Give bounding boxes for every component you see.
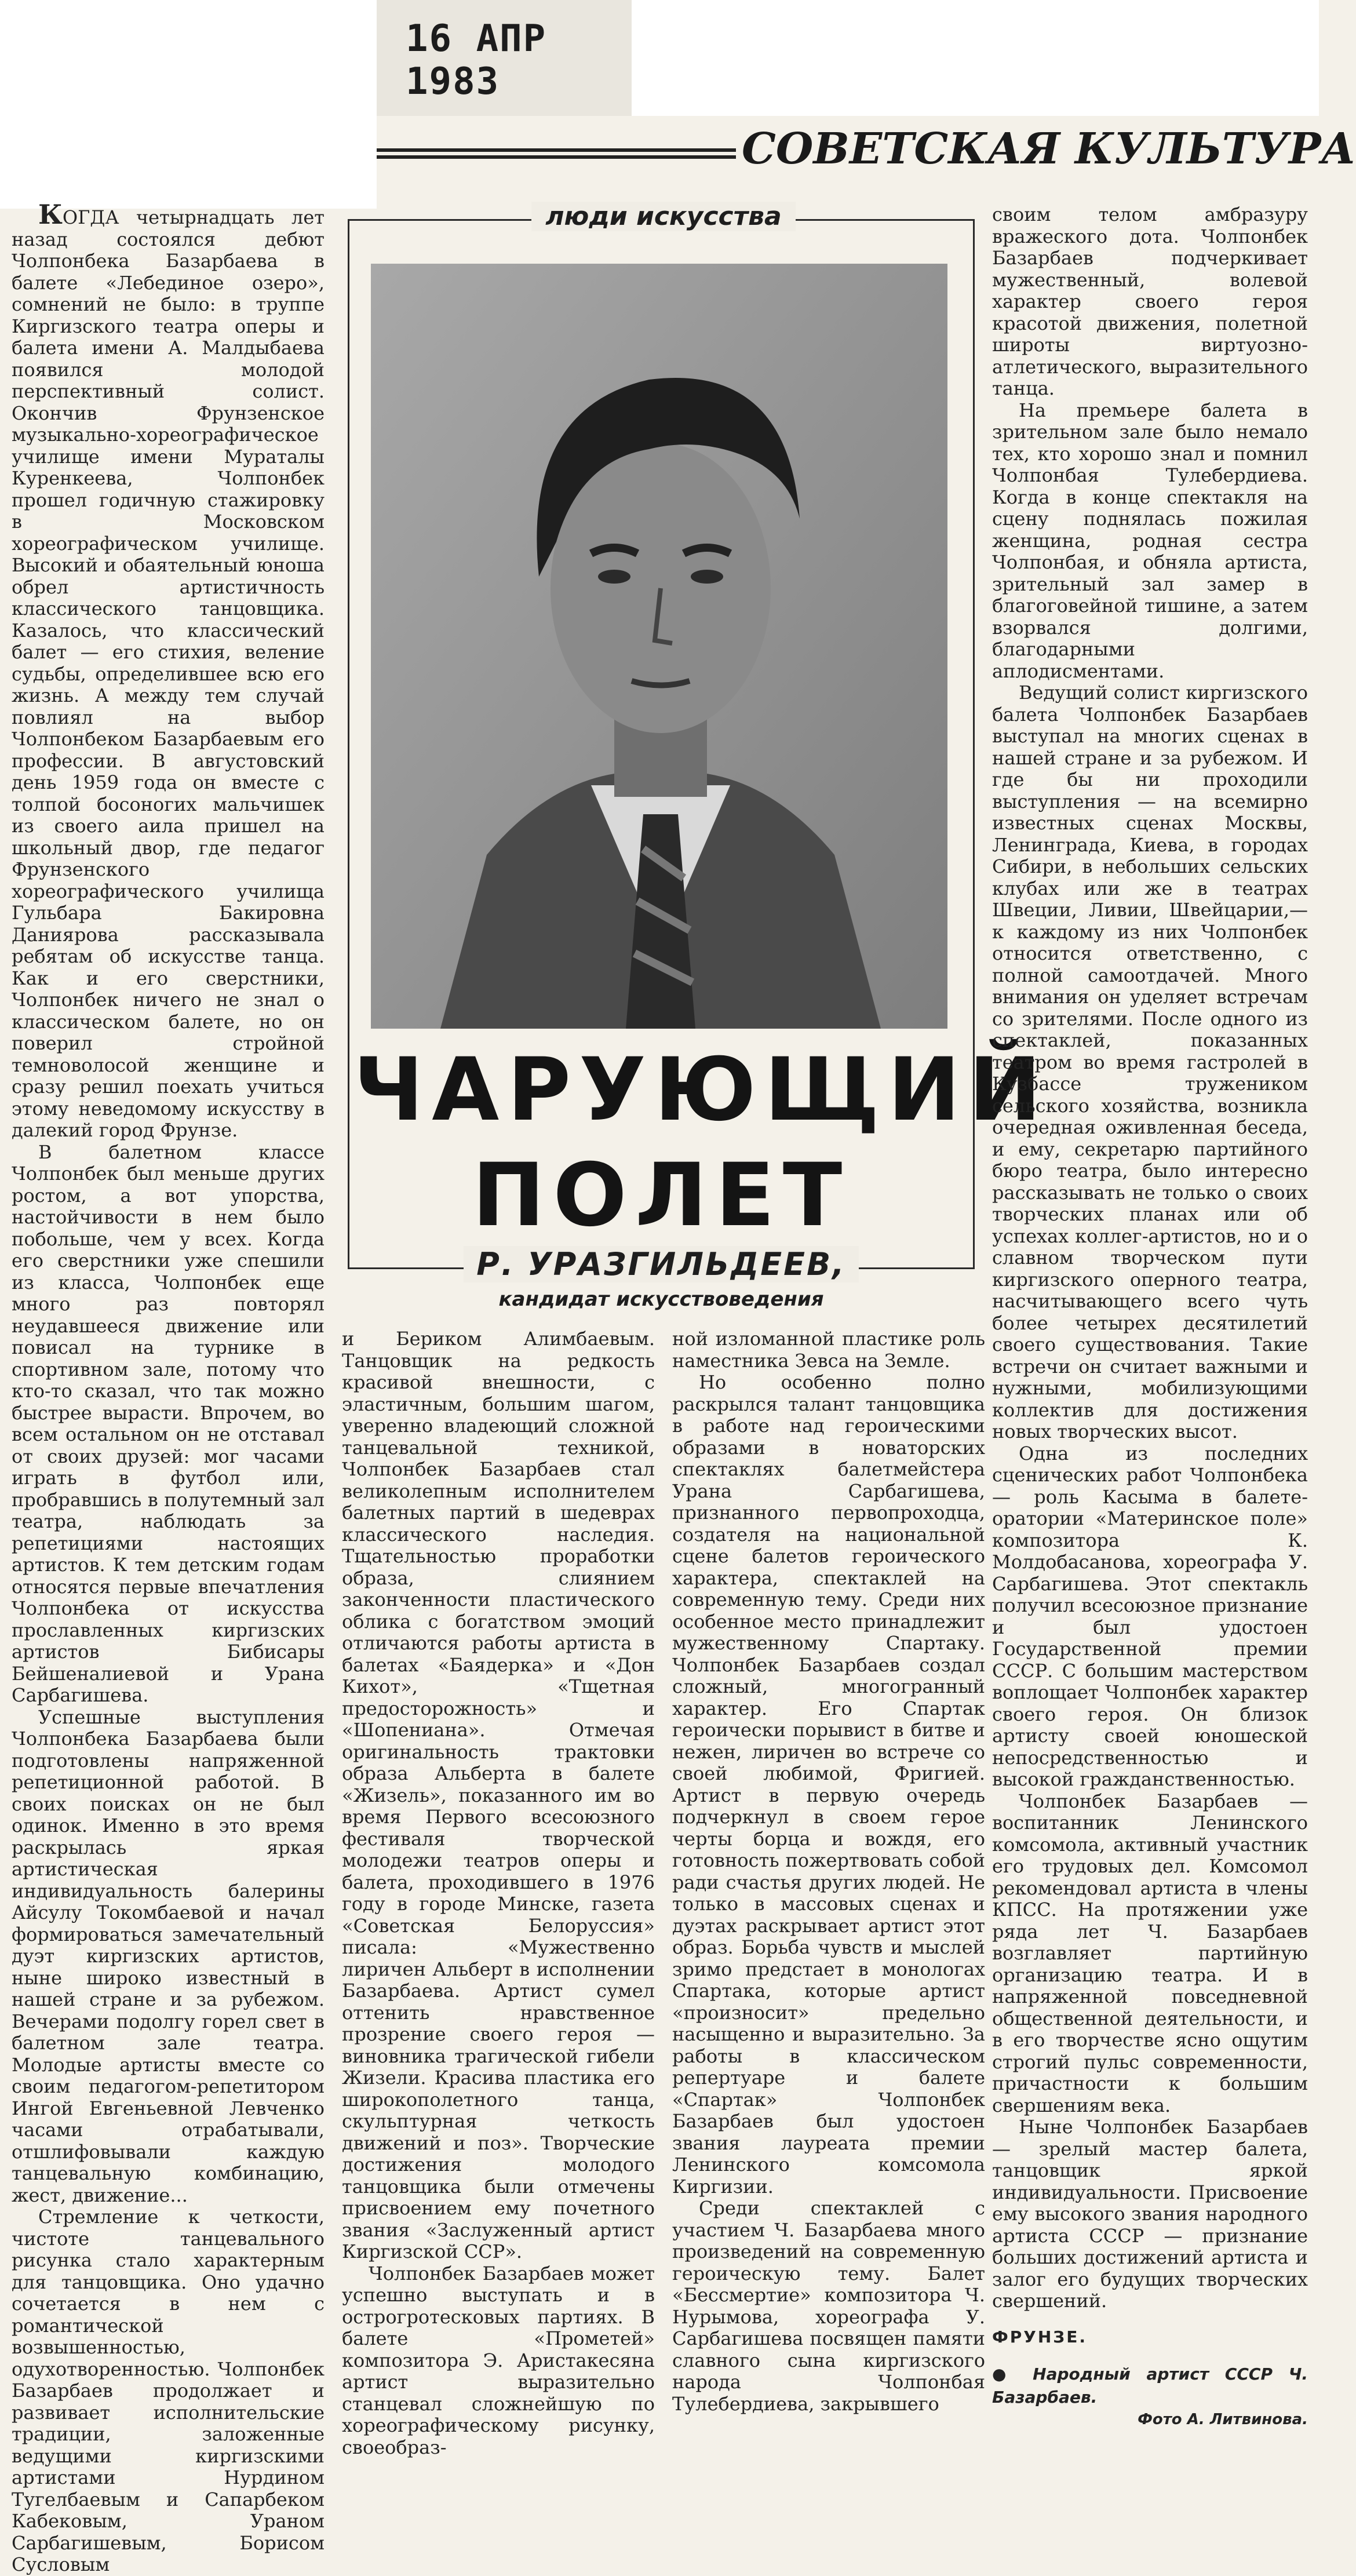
article-column-3 bbox=[672, 1328, 985, 2415]
date-stamp: 16 АПР 1983 bbox=[406, 17, 547, 103]
col1-paragraph-3: Успешные выступления Чолпонбека Базарбаева были подготовлены напряженной репетиционной работой. В своих поисках он не был одинок. Именно в это время раскрылась яркая артистическая индивидуальность балерины Айсулу Токомбаевой и начал формироваться замечательный дуэт киргизских артистов, ныне широко известный в нашей стране и за рубежом. Вечерами подолгу горел свет в балетном зале театра. Молодые артисты вместе со своим педагогом-репетитором Ингой Евгеньевной Левченко часами отрабатывали, отшлифовывали каждую танцевальную комбинацию, жест, движение... bbox=[12, 1706, 325, 2206]
col4-paragraph-3: Ведущий солист киргизского балета Чолпонбек Базарбаев выступал на многих сценах в нашей стране и за рубежом. И где бы ни проходили выступления — на всемирно известных сценах Москвы, Ленинграда, Киева, в городах Сибири, в небольших сельских клубах или же в театрах Швеции, Ливии, Швейцарии,— к каждому из них Чолпонбек относится ответственно, с полной самоотдачей. Много внимания он уделяет встречам со зрителями. После одного из спектаклей, показанных театром во время гастролей в Кузбассе тружеником сельского хозяйства, возникла очередная оживленная беседа, и ему, секретарю партийного бюро театра, было интересно рассказывать не только о своих творческих планах или об успехах коллег-артистов, но и о славном творческом пути киргизского оперного театра, насчитывающего всего чуть более четырех десятилетий своего существования. Такие встречи он считает важными и нужными, мобилизующими коллектив для достижения новых творческих высот. bbox=[992, 682, 1308, 1442]
photo-credit: Фото А. Литвинова. bbox=[1138, 2411, 1308, 2428]
photo-caption: ● Народный артист СССР Ч. Базарбаев. bbox=[992, 2364, 1308, 2407]
col4-paragraph-4: Одна из последних сценических работ Чолпонбека — роль Касыма в балете-оратории «Материнское поле» композитора К. Молдобасанова, хореографа У. Сарбагишева. Этот спектакль получил всесоюзное признание и был удостоен Государственной премии СССР. С большим мастерством воплощает Чолпонбек характер своего героя. Он близок артисту своей юношеской непосредственностью и высокой гражданственностью. bbox=[992, 1442, 1308, 1790]
article-column-4 bbox=[992, 203, 1308, 2428]
col1-paragraph-1: ОГДА четырнадцать лет назад состоялся дебют Чолпонбека Базарбаева в балете «Лебединое озеро», сомнений не было: в труппе Киргизского театра оперы и балета имени А. Малдыбаева появился молодой перспективный солист. Окончив Фрунзенское музыкально-хореографическое училище имени Мураталы Куренкеева, Чолпонбек прошел годичную стажировку в Московском хореографическом училище. Высокий и обаятельный юноша обрел артистичность классического танцовщика. Казалось, что классический балет — его стихия, веление судьбы, определившее всю его жизнь. А между тем случай повлиял на выбор Чолпонбеком Базарбаевым его профессии. В августовский день 1959 года он вместе с толпой босоногих мальчишек из своего аила пришел на школьный двор, где педагог Фрунзенского хореографического училища Гульбара Бакировна Даниярова рассказывала ребятам об искусстве танца. Как и его сверстники, Чолпонбек ничего не знал о классическом балете, но он поверил стройной темноволосой женщине и сразу решил поехать учиться этому неведомому искусству в далекий город Фрунзе. bbox=[12, 206, 325, 1141]
col4-paragraph-5: Чолпонбек Базарбаев — воспитанник Ленинского комсомола, активный участник его трудовых дел. Комсомол рекомендовал артиста в члены КПСС. На протяжении уже ряда лет Ч. Базарбаев возглавляет партийную организацию театра. И в напряженной повседневной общественной деятельности, и в его творчестве ясно ощутим строгий пульс современности, причастности к большим свершениям века. bbox=[992, 1790, 1308, 2116]
col4-paragraph-1: своим телом амбразуру вражеского дота. Чолпонбек Базарбаев подчеркивает мужественный, волевой характер своего героя красотой движения, полетной широты виртуозно-атлетического, выразительного танца. bbox=[992, 203, 1308, 399]
rubric-label: люди искусства bbox=[353, 218, 974, 253]
col1-paragraph-2: В балетном классе Чолпонбек был меньше других ростом, а вот упорства, настойчивости в нем было побольше, чем у всех. Когда его сверстники уже спешили из класса, Чолпонбек еще много раз повторял неудавшееся движение или повисал на турнике в спортивном зале, потому что кто-то сказал, что так можно быстрее вырасти. Впрочем, во всем остальном он не отставал от своих друзей: мог часами играть в футбол или, пробравшись в полутемный зал театра, наблюдать за репетициями настоящих артистов. К тем детским годам относятся первые впечатления Чолпонбека от искусства прославленных киргизских артистов Бибисары Бейшеналиевой и Урана Сарбагишева. bbox=[12, 1141, 325, 1706]
article-column-1 bbox=[12, 199, 325, 2575]
drop-cap: К bbox=[38, 199, 63, 230]
scan-margin-top-left bbox=[0, 0, 377, 209]
portrait-illustration bbox=[371, 264, 947, 1029]
newspaper-masthead: СОВЕТСКАЯ КУЛЬТУРА bbox=[742, 124, 1356, 174]
masthead-rule bbox=[377, 148, 736, 166]
col2-paragraph-1: и Бериком Алимбаевым. Танцовщик на редкость красивой внешности, с эластичным, большим шагом, уверенно владеющий сложной танцевальной техникой, Чолпонбек Базарбаев стал великолепным исполнителем балетных партий в шедеврах классического наследия. Тщательностью проработки образа, слиянием законченности пластического облика с богатством эмоций отличаются работы артиста в балетах «Баядерка» и «Дон Кихот», «Тщетная предосторожность» и «Шопениана». Отмечая оригинальность трактовки образа Альберта в балете «Жизель», показанного им во время Первого всесоюзного фестиваля творческой молодежи театров оперы и балета, проходившего в 1976 году в городе Минске, газета «Советская Белоруссия» писала: «Мужественно лиричен Альберт в исполнении Базарбаева. Артист сумел оттенить нравственное прозрение своего героя — виновника трагической гибели Жизели. Красива пластика его широкополетного танца, скульптурная четкость движений и поз». Творческие достижения молодого танцовщика были отмечены присвоением ему почетного звания «Заслуженный артист Киргизской ССР». bbox=[342, 1328, 655, 2262]
col4-paragraph-2: На премьере балета в зрительном зале было немало тех, кто хорошо знал и помнил Чолпонбая Тулебердиева. Когда в конце спектакля на сцену поднялась пожилая женщина, родная сестра Чолпонбая, и обняла артиста, зрительный зал замер в благоговейной тишине, а затем взорвался долгими, благодарными аплодисментами. bbox=[992, 399, 1308, 682]
portrait-photo bbox=[371, 264, 947, 1029]
headline-line-1: ЧАРУЮЩИЙ bbox=[353, 1040, 1049, 1141]
author-title: кандидат искусствоведения bbox=[498, 1288, 824, 1311]
dateline-signature: ФРУНЗЕ. bbox=[992, 2327, 1087, 2347]
scan-margin-top-right bbox=[632, 0, 1319, 116]
col3-paragraph-2: Но особенно полно раскрылся талант танцовщика в работе над героическими образами в новаторских спектаклях балетмейстера Урана Сарбагишева, признанного первопроходца, создателя на национальной сцене балетов героического характера, спектаклей на современную тему. Среди них особенное место принадлежит мужественному Спартаку. Чолпонбек Базарбаев создал сложный, многогранный характер. Его Спартак героически порывист в битве и нежен, лиричен во встрече со своей любимой, Фригией. Артист в первую очередь подчеркнул в своем герое черты борца и вождя, его готовность пожертвовать собой ради счастья других людей. Не только в массовых сценах и дуэтах раскрывает артист этот образ. Борьба чувств и мыслей зримо предстает в монологах Спартака, которые артист «произносит» предельно насыщенно и выразительно. За работы в классическом репертуаре и балете «Спартак» Чолпонбек Базарбаев был удостоен звания лауреата премии Ленинского комсомола Киргизии. bbox=[672, 1371, 985, 2198]
col3-paragraph-3: Среди спектаклей с участием Ч. Базарбаева много произведений на современную героическую тему. Балет «Бессмертие» композитора Ч. Нурымова, хореографа У. Сарбагишева посвящен памяти славного сына киргизского народа Чолпонбая Тулебердиева, закрывшего bbox=[672, 2197, 985, 2415]
col4-paragraph-6: Ныне Чолпонбек Базарбаев — зрелый мастер балета, танцовщик яркой индивидуальности. Присвоение ему высокого звания народного артиста СССР — признание больших достижений артиста и залог его будущих творческих свершений. bbox=[992, 2116, 1308, 2312]
col1-paragraph-4: Стремление к четкости, чистоте танцевального рисунка стало характерным для танцовщика. Оно удачно сочетается в нем с романтической возвышенностью, одухотворенностью. Чолпонбек Базарбаев продолжает и развивает исполнительские традиции, заложенные ведущими киргизскими артистами Нурдином Тугелбаевым и Сапарбеком Кабековым, Ураном Сарбагишевым, Борисом Сусловым bbox=[12, 2206, 325, 2575]
headline bbox=[353, 1037, 1049, 1248]
article-column-2 bbox=[342, 1328, 655, 2458]
col2-paragraph-2: Чолпонбек Базарбаев может успешно выступать и в острогротесковых партиях. В балете «Прометей» композитора Э. Аристакесяна артист выразительно станцевал сложнейшую по хореографическому рисунку, своеобраз- bbox=[342, 2262, 655, 2458]
col3-paragraph-1: ной изломанной пластике роль наместника Зевса на Земле. bbox=[672, 1328, 985, 1372]
author-name: Р. УРАЗГИЛЬДЕЕВ, bbox=[348, 1246, 975, 1281]
headline-line-2: ПОЛЕТ bbox=[472, 1145, 851, 1246]
